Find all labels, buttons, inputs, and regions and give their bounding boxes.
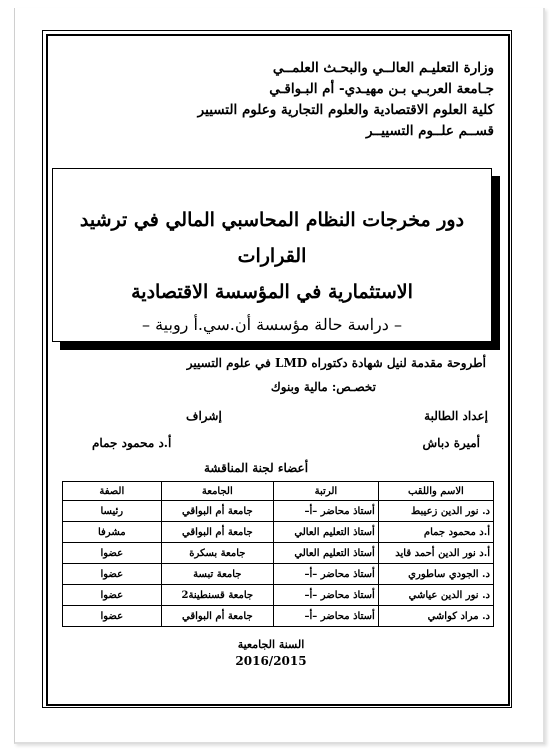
supervision-label: إشراف — [186, 409, 222, 423]
member-rank: أستاذ التعليم العالي — [274, 543, 379, 564]
col-header-role: الصفة — [63, 482, 162, 501]
table-row — [63, 564, 494, 585]
member-university: جامعة أم البواقي — [161, 522, 274, 543]
member-role: عضوا — [63, 606, 162, 627]
member-role: عضوا — [63, 543, 162, 564]
member-rank: أستاذ محاضر –أ– — [274, 585, 379, 606]
member-name: د. الجودي ساطوري — [378, 564, 493, 585]
member-rank: أستاذ التعليم العالي — [274, 522, 379, 543]
ministry-line: وزارة التعليـم العالــي والبحـث العلمــي — [272, 60, 494, 76]
prepared-by-label: إعداد الطالبة — [424, 409, 488, 423]
title-line-2: الاستثمارية في المؤسسة الاقتصادية — [131, 281, 413, 303]
thesis-title — [52, 202, 492, 340]
member-university: جامعة بسكرة — [161, 543, 274, 564]
academic-year-label: السنة الجامعية — [237, 638, 305, 651]
table-header-row — [63, 482, 494, 501]
table-row — [63, 543, 494, 564]
specialization: تخصـص: مالية وبنوك — [270, 380, 376, 394]
member-role: عضوا — [63, 585, 162, 606]
member-role: عضوا — [63, 564, 162, 585]
title-line-1: دور مخرجات النظام المحاسبي المالي في ترشيد القرارات — [79, 209, 465, 267]
member-rank: أستاذ محاضر –أ– — [274, 501, 379, 522]
member-name: أ.د نور الدين أحمد قايد — [378, 543, 493, 564]
member-university: جامعة أم البواقي — [161, 606, 274, 627]
member-university: جامعة أم البواقي — [161, 501, 274, 522]
title-box — [52, 168, 500, 350]
committee-heading: أعضاء لجنة المناقشة — [203, 461, 309, 475]
student-name: أميرة دباش — [422, 436, 480, 450]
member-university: جامعة قسنطينة2 — [161, 585, 274, 606]
member-rank: أستاذ محاضر –أ– — [274, 564, 379, 585]
committee-table — [62, 481, 494, 627]
col-header-name: الاسم واللقب — [378, 482, 493, 501]
member-name: د. مراد كواشي — [378, 606, 493, 627]
faculty-line: كلية العلوم الاقتصادية والعلوم التجارية وعلوم التسيير — [197, 102, 494, 118]
supervisor-name: أ.د محمود جمام — [92, 436, 172, 450]
university-line: جـامعة العربـي بـن مهيـدي- أم البـواقـي — [269, 81, 494, 97]
table-row — [63, 522, 494, 543]
thesis-description: أطروحة مقدمة لنيل شهادة دكتوراه LMD في علوم التسيير — [186, 356, 486, 370]
member-name: د. نور الدين عياشي — [378, 585, 493, 606]
member-rank: أستاذ محاضر –أ– — [274, 606, 379, 627]
institution-header — [94, 58, 494, 142]
member-name: د. نور الدين زعيبط — [378, 501, 493, 522]
member-university: جامعة تبسة — [161, 564, 274, 585]
table-row — [63, 606, 494, 627]
academic-year: 2016/2015 — [235, 654, 307, 668]
col-header-university: الجامعة — [161, 482, 274, 501]
member-role: مشرفا — [63, 522, 162, 543]
department-line: قســم علــوم التسييــر — [365, 123, 494, 139]
title-line-3: – دراسة حالة مؤسسة أن.سي.أ روبية – — [142, 315, 402, 334]
member-name: أ.د محمود جمام — [378, 522, 493, 543]
member-role: رئيسا — [63, 501, 162, 522]
table-row — [63, 501, 494, 522]
col-header-rank: الرتبة — [274, 482, 379, 501]
table-row — [63, 585, 494, 606]
